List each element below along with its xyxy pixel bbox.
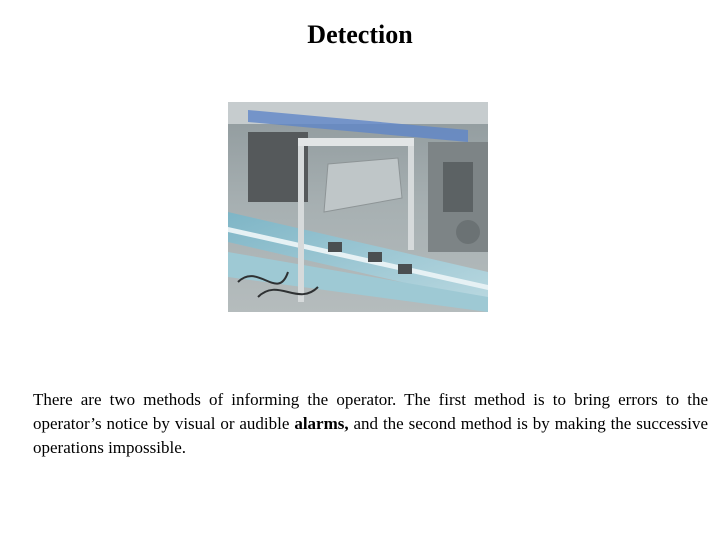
description-paragraph [33,388,708,460]
paragraph-part-2: and the second method is by making the successive operations impossible. [33,414,708,457]
paragraph-part-1: There are two methods of informing the operator. The first method is to bring errors to the operator’s notice by visual or audible [33,390,708,433]
slide-title: Detection [307,20,413,49]
detection-photo [228,102,488,312]
alarms-emphasis: alarms, [294,414,349,433]
